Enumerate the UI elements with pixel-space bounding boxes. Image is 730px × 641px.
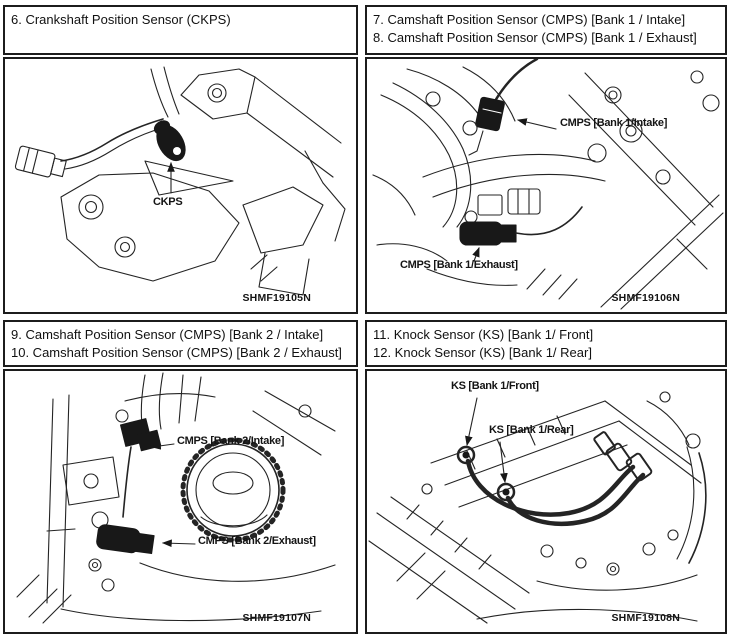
header-line: 10. Camshaft Position Sensor (CMPS) [Bank 2 / Exhaust] <box>11 345 342 360</box>
panel-header-cmps-bank1 <box>365 5 727 55</box>
cmps2-intake-sensor <box>121 417 161 454</box>
callout-ks-rear: KS [Bank 1/Rear] <box>489 424 574 436</box>
ckps-diagram <box>5 59 356 312</box>
callout-ckps: CKPS <box>153 196 183 208</box>
ckps-connector <box>15 146 67 181</box>
radiator-cap <box>183 440 283 540</box>
panel-header-ckps <box>3 5 358 55</box>
cmps-intake-sensor <box>475 97 505 131</box>
figure-code-cmps-bank1: SHMF19106N <box>611 292 680 304</box>
ks-bank1-diagram <box>367 371 725 632</box>
cmps2-exhaust-sensor <box>96 524 155 556</box>
header-line: 9. Camshaft Position Sensor (CMPS) [Bank 2 / Intake] <box>11 327 324 342</box>
panel-header-cmps-bank2 <box>3 320 358 367</box>
header-line: 6. Crankshaft Position Sensor (CKPS) <box>11 12 231 27</box>
header-line: 8. Camshaft Position Sensor (CMPS) [Bank 1 / Exhaust] <box>373 30 697 45</box>
callout-cmps-bank1-exhaust: CMPS [Bank 1/Exhaust] <box>400 259 518 271</box>
callout-cmps-bank2-exhaust: CMPS [Bank 2/Exhaust] <box>198 535 316 547</box>
figure-cmps-bank2 <box>3 369 358 634</box>
cmps-bank1-diagram <box>367 59 725 312</box>
figure-cmps-bank1 <box>365 57 727 314</box>
callout-ks-front: KS [Bank 1/Front] <box>451 380 539 392</box>
figure-code-ks-bank1: SHMF19108N <box>611 612 680 624</box>
header-line: 11. Knock Sensor (KS) [Bank 1/ Front] <box>373 327 594 342</box>
callout-cmps-bank2-intake: CMPS [Bank 2/Intake] <box>177 435 285 447</box>
header-line: 7. Camshaft Position Sensor (CMPS) [Bank 1 / Intake] <box>373 12 686 27</box>
figure-ckps <box>3 57 358 314</box>
figure-ks-bank1 <box>365 369 727 634</box>
figure-code-cmps-bank2: SHMF19107N <box>242 612 311 624</box>
cmps-exhaust-sensor <box>460 222 502 245</box>
callout-cmps-bank1-intake: CMPS [Bank 1/Intake] <box>560 117 668 129</box>
cmps-bank2-diagram <box>5 371 356 632</box>
header-line: 12. Knock Sensor (KS) [Bank 1/ Rear] <box>373 345 592 360</box>
ckps-sensor <box>149 116 191 165</box>
figure-code-ckps: SHMF19105N <box>242 292 311 304</box>
panel-header-ks-bank1 <box>365 320 727 367</box>
